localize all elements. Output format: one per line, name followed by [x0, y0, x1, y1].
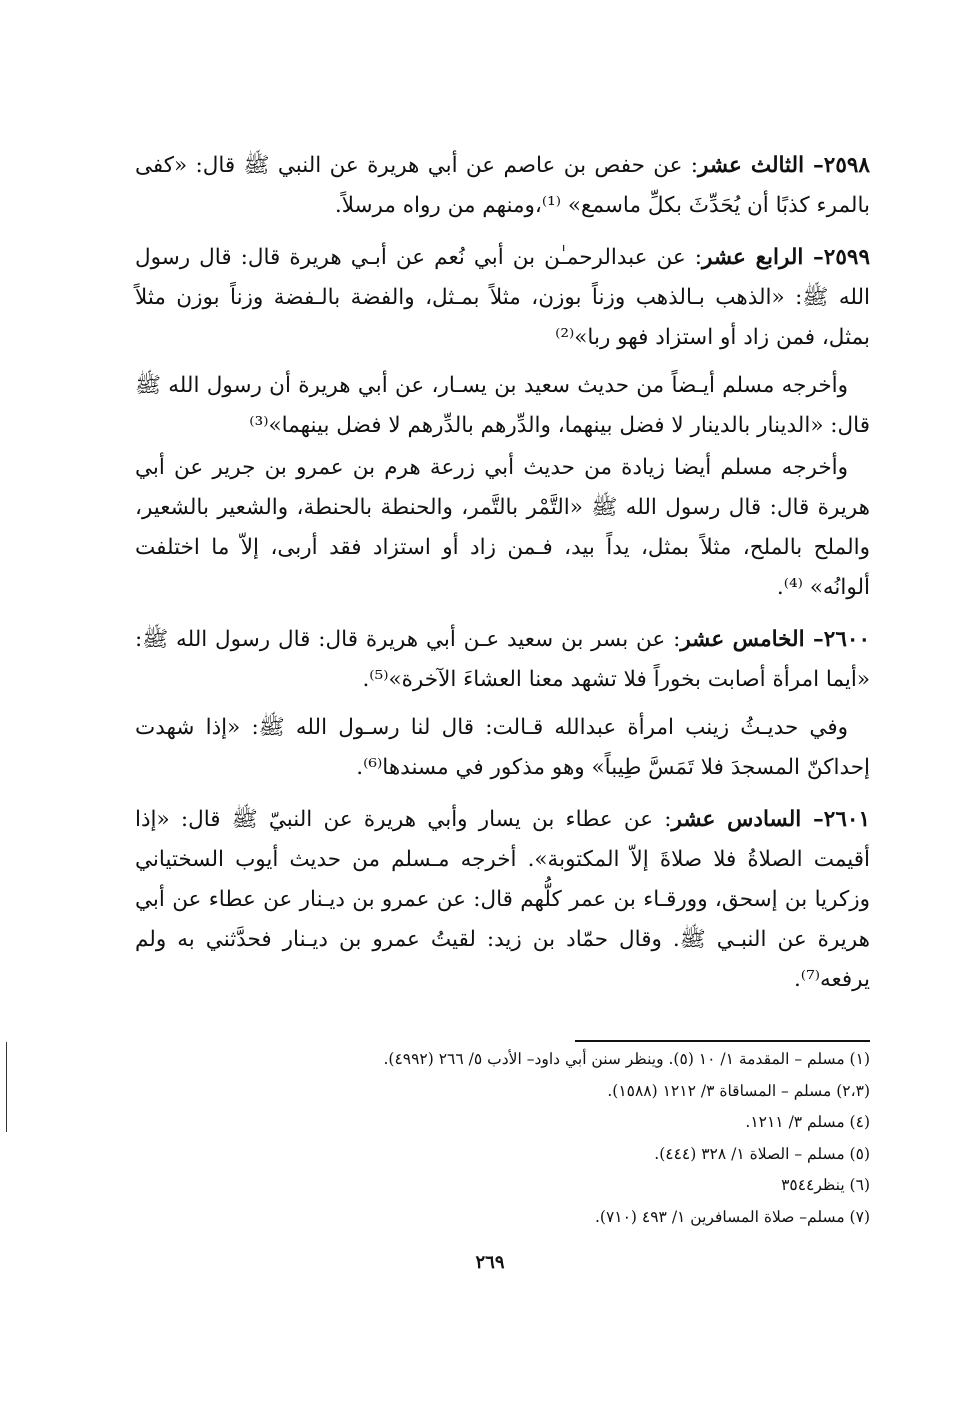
footnote-2-3: (٢،٣) مسلم – المساقاة ٣/ ١٢١٢ (١٥٨٨).: [607, 1081, 870, 1100]
footnote-5: (٥) مسلم – الصلاة ١/ ٣٢٨ (٤٤٤).: [654, 1144, 870, 1163]
paragraph-2600: [135, 620, 870, 700]
footnote-6: (٦) ينظر٣٥٤٤: [781, 1176, 870, 1194]
paragraph-body: : عن بسر بن سعيد عـن أبي هريرة قال: قال رسول الله ﷺ: «أيما امرأة أصابت بخوراً فلا تشهد معنا العشاءَ الآخرة»⁽⁵⁾.: [135, 627, 870, 692]
footnote-1: (١) مسلم – المقدمة ١/ ١٠ (٥). وينظر سنن أبي داود– الأدب ٥/ ٢٦٦ (٤٩٩٢).: [383, 1050, 870, 1068]
paragraph-body: وأخرجه مسلم أيضا زيادة من حديث أبي زرعة هرم بن عمرو بن جرير عن أبي هريرة قال: قال رسول الله ﷺ «التَّمْر بالتَّمر، والحنطة بالحنطة، والشعير بالشعير، والملح بالملح، مثلاً بمثل، يداً بيد، فـمن زاد أو استزاد فقد أربى، إلاّ ما اختلفت ألوانُه» ⁽⁴⁾.: [135, 455, 870, 600]
footnote-4: (٤) مسلم ٣/ ١٢١١.: [745, 1113, 870, 1131]
footnote-7: (٧) مسلم– صلاة المسافرين ١/ ٤٩٣ (٧١٠).: [594, 1207, 870, 1226]
paragraph-body: وفي حديـثُ زينب امرأة عبدالله قـالت: قال لنا رسـول الله ﷺ: «إذا شهدت إحداكنّ المسجدَ فلا تَمَسَّ طِيباً» وهو مذكور في مسندها⁽⁶⁾.: [135, 715, 870, 780]
paragraph-2598: [135, 146, 870, 226]
paragraph-body: : عن حفص بن عاصم عن أبي هريرة عن النبي ﷺ قال: «كفى بالمرء كذبًا أن يُحَدِّثَ بكلِّ ماسمع» ⁽¹⁾،ومنهم من رواه مرسلاً.: [135, 153, 870, 218]
footnotes: [270, 1044, 870, 1233]
hadith-number: ٢٦٠١: [823, 807, 870, 832]
paragraph-2599-cont-1: [135, 366, 870, 446]
section-heading: – الخامس عشر: [680, 627, 824, 652]
section-heading: – السادس عشر: [671, 807, 824, 832]
hadith-number: ٢٥٩٨: [823, 153, 870, 178]
scan-edge-line: [6, 1042, 7, 1132]
paragraph-2601: [135, 800, 870, 1000]
page-number: ٢٦٩: [475, 1252, 505, 1273]
paragraph-body: وأخرجه مسلم أيـضاً من حديث سعيد بن يسـار، عن أبي هريرة أن رسول الله ﷺ قال: «الدينار بالدينار لا فضل بينهما، والدِّرهم بالدِّرهم لا فضل بينهما»⁽³⁾: [135, 373, 870, 438]
paragraph-2599: [135, 238, 870, 358]
paragraph-body: : عن عطاء بن يسار وأبي هريرة عن النبيّ ﷺ قال: «إذا أقيمت الصلاةُ فلا صلاةَ إلاّ المكتوبة». أخرجه مـسلم من حديث أيوب السختياني وزكريا بن إسحق، وورقـاء بن عمر كلُّهم قال: عن عمرو بن ديـنار عن عطاء عن أبي هريرة عن النبـي ﷺ. وقال حمّاد بن زيد: لقيتُ عمرو بن ديـنار فحدَّثني به ولم يرفعه⁽⁷⁾.: [135, 807, 870, 992]
paragraph-2600-cont: [135, 708, 870, 788]
section-heading: – الثالث عشر: [697, 153, 824, 178]
section-heading: – الرابع عشر: [702, 245, 824, 270]
paragraph-2599-cont-2: [135, 448, 870, 608]
paragraph-body: : عن عبدالرحمـٰن بن أبي نُعم عن أبـي هريرة قال: قال رسول الله ﷺ: «الذهب بـالذهب وزناً بوزن، مثلاً بمـثل، والفضة بالـفضة وزناً بوزن مثلاً بمثل، فمن زاد أو استزاد فهو ربا»⁽²⁾: [135, 245, 870, 350]
hadith-number: ٢٥٩٩: [823, 245, 870, 270]
main-text: [135, 146, 870, 1008]
hadith-number: ٢٦٠٠: [823, 627, 870, 652]
footnote-divider: [575, 1040, 870, 1042]
